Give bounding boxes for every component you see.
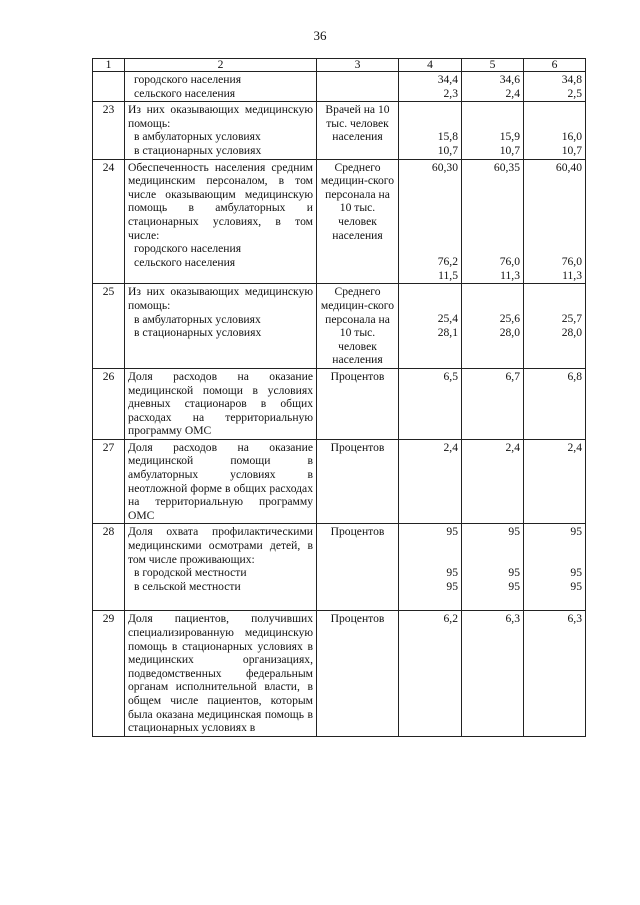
description-text: Доля охвата профилактическими медицинскими осмотрами детей, в том числе проживающих: — [128, 525, 313, 566]
value-col-5: 6,7 — [462, 368, 524, 439]
subitem-label: в амбулаторных условиях — [134, 312, 261, 326]
row-number — [93, 72, 125, 102]
description-text: Обеспеченность населения средним медицинским персоналом, в том числе оказывающим медицинскую помощь в амбулаторных и стационарных условиях, в том числе: — [128, 160, 313, 242]
row-number: 29 — [93, 611, 125, 736]
row-unit: Процентов — [317, 439, 399, 524]
row-unit: Процентов — [317, 611, 399, 736]
header-col-4: 4 — [399, 59, 462, 72]
value: 34,6 — [499, 73, 520, 86]
subitem-label: в стационарных условиях — [134, 326, 262, 340]
value-col-4: 2,4 — [399, 439, 462, 524]
value: 11,5 — [438, 268, 458, 282]
table-row — [93, 284, 586, 369]
description-text: Доля расходов на оказание медицинской помощи в амбулаторных условиях в неотложной форме в общих расходах на территориальную программу ОМС — [128, 440, 313, 522]
value-col-5 — [462, 524, 524, 611]
value: 25,7 — [561, 312, 582, 326]
value: 10,7 — [561, 143, 582, 157]
value: 28,0 — [561, 325, 582, 339]
table-row — [93, 524, 586, 611]
subitem-label: в городской местности — [134, 566, 247, 580]
value-col-4 — [399, 284, 462, 369]
value-col-5 — [462, 102, 524, 159]
indicators-table — [92, 58, 586, 737]
row-number: 24 — [93, 159, 125, 284]
value: 25,4 — [437, 312, 458, 326]
value: 28,1 — [437, 325, 458, 339]
value-col-6: 6,8 — [524, 368, 586, 439]
row-unit: Врачей на 10 тыс. человек населения — [317, 102, 399, 159]
header-col-6: 6 — [524, 59, 586, 72]
table-row — [93, 159, 586, 284]
value: 11,3 — [562, 268, 582, 282]
value: 76,0 — [499, 255, 520, 269]
value: 10,7 — [437, 143, 458, 157]
value: 10,7 — [499, 143, 520, 157]
row-description — [125, 524, 317, 611]
subitem-label: городского населения — [134, 242, 242, 256]
row-description — [125, 72, 317, 102]
subitem-label: сельского населения — [134, 255, 236, 269]
value: 76,2 — [437, 255, 458, 269]
value: 95 — [508, 579, 520, 593]
value-col-6 — [524, 102, 586, 159]
value-col-6 — [524, 524, 586, 611]
value-col-5: 6,3 — [462, 611, 524, 736]
value: 60,35 — [493, 160, 520, 174]
value: 16,0 — [561, 130, 582, 144]
value: 60,40 — [555, 160, 582, 174]
row-unit: Среднего медицин-ского персонала на 10 тыс. человек населения — [317, 284, 399, 369]
description-text: Доля расходов на оказание медицинской помощи в условиях дневных стационаров в общих расходах на территориальную программу ОМС — [128, 369, 313, 438]
subitem-label: городского населения — [134, 73, 242, 86]
header-col-5: 5 — [462, 59, 524, 72]
value-col-6 — [524, 284, 586, 369]
value-col-6: 2,4 — [524, 439, 586, 524]
value: 34,4 — [437, 73, 458, 86]
header-row — [93, 59, 586, 72]
row-unit: Процентов — [317, 368, 399, 439]
value: 95 — [446, 579, 458, 593]
value: 76,0 — [561, 255, 582, 269]
value: 11,3 — [500, 268, 520, 282]
subitem-label: в амбулаторных условиях — [134, 130, 261, 144]
row-description — [125, 284, 317, 369]
value: 95 — [446, 566, 458, 580]
row-number: 23 — [93, 102, 125, 159]
value: 95 — [570, 566, 582, 580]
value-col-5 — [462, 159, 524, 284]
row-description — [125, 159, 317, 284]
row-description — [125, 611, 317, 736]
row-number: 27 — [93, 439, 125, 524]
value-col-4 — [399, 524, 462, 611]
value: 28,0 — [499, 325, 520, 339]
value-col-6 — [524, 72, 586, 102]
row-description — [125, 102, 317, 159]
row-number: 26 — [93, 368, 125, 439]
table-row — [93, 439, 586, 524]
value-col-4: 6,2 — [399, 611, 462, 736]
value-col-5 — [462, 72, 524, 102]
value: 15,8 — [437, 130, 458, 144]
row-unit — [317, 72, 399, 102]
subitem-label: в стационарных условиях — [134, 143, 262, 157]
header-col-1: 1 — [93, 59, 125, 72]
value-col-6 — [524, 159, 586, 284]
header-col-3: 3 — [317, 59, 399, 72]
description-text: Доля пациентов, получивших специализированную медицинскую помощь в стационарных условиях в медицинских организациях, подведомственных федеральным органам исполнительной власти, в общем числе пациентов, которым была оказана медицинская помощь в стационарных условиях в — [128, 612, 313, 735]
table-row — [93, 72, 586, 102]
value: 95 — [570, 525, 582, 539]
value-col-6: 6,3 — [524, 611, 586, 736]
row-description — [125, 368, 317, 439]
description-text: Из них оказывающих медицинскую помощь: — [128, 285, 313, 312]
value: 34,8 — [561, 73, 582, 86]
value-col-5: 2,4 — [462, 439, 524, 524]
value-col-4 — [399, 102, 462, 159]
value: 2,3 — [443, 86, 458, 100]
table-row — [93, 611, 586, 736]
value: 95 — [508, 525, 520, 539]
value-col-5 — [462, 284, 524, 369]
value: 15,9 — [499, 130, 520, 144]
subitem-label: в сельской местности — [134, 579, 241, 593]
table-row — [93, 368, 586, 439]
value: 95 — [570, 579, 582, 593]
value: 25,6 — [499, 312, 520, 326]
row-unit: Процентов — [317, 524, 399, 611]
value: 60,30 — [431, 160, 458, 174]
table-row — [93, 102, 586, 159]
description-text: Из них оказывающих медицинскую помощь: — [128, 103, 313, 130]
header-col-2: 2 — [125, 59, 317, 72]
value-col-4 — [399, 159, 462, 284]
value: 95 — [446, 525, 458, 539]
value: 95 — [508, 566, 520, 580]
row-number: 28 — [93, 524, 125, 611]
row-unit: Среднего медицин-ского персонала на 10 тыс. человек населения — [317, 159, 399, 284]
page-number: 36 — [313, 28, 327, 43]
subitem-label: сельского населения — [134, 86, 236, 100]
value-col-4: 6,5 — [399, 368, 462, 439]
value-col-4 — [399, 72, 462, 102]
value: 2,4 — [505, 86, 520, 100]
value: 2,5 — [567, 86, 582, 100]
row-description — [125, 439, 317, 524]
row-number: 25 — [93, 284, 125, 369]
